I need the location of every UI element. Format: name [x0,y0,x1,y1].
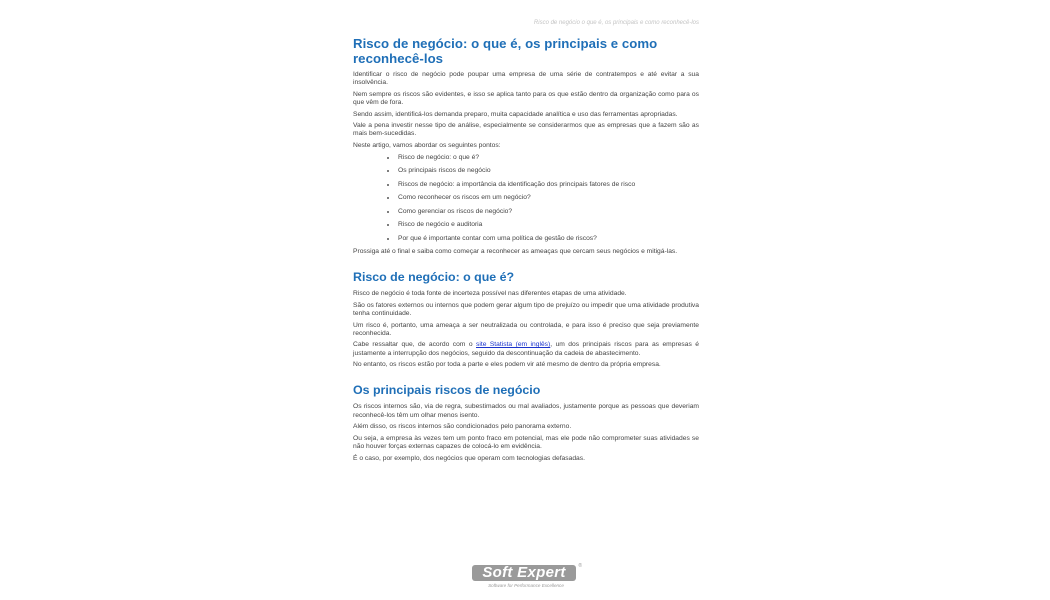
intro-paragraph: Neste artigo, vamos abordar os seguintes pontos: [353,141,501,149]
running-header: Risco de negócio o que é, os principais e como reconhecê-los [533,20,699,26]
section-paragraph: É o caso, por exemplo, dos negócios que operam com tecnologias defasadas. [353,454,585,462]
section-paragraph: Risco de negócio é toda fonte de incerteza possível nas diferentes etapas de uma atividade. [353,290,627,298]
article-body [353,36,699,466]
section-paragraph [353,341,699,357]
section-paragraph: No entanto, os riscos estão por toda a parte e eles podem vir até mesmo de dentro da própria empresa. [353,361,661,369]
intro-closing-paragraph: Prossiga até o final e saiba como começar a reconhecer as ameaças que cercam seus negócios e mitigá-las. [353,248,678,256]
intro-paragraph: Nem sempre os riscos são evidentes, e isso se aplica tanto para os que estão dentro da organização como para os que vêm de fora. [353,90,699,106]
section-paragraph: Os riscos internos são, via de regra, subestimados ou mal avaliados, justamente porque as pessoas que deveriam reconhecê-los têm um olhar menos isento. [353,403,699,419]
topics-list-item: Riscos de negócio: a importância da identificação dos principais fatores de risco [387,181,699,189]
logo-wordmark: Soft Expert [472,565,576,581]
paragraph-text: Cabe ressaltar que, de acordo com o [353,341,476,349]
statista-link[interactable]: site Statista (em inglês) [476,341,551,349]
logo-tagline: Software for Performance Excellence [488,583,564,588]
topics-list-item: Por que é importante contar com uma política de gestão de riscos? [387,235,699,243]
intro-paragraph: Vale a pena investir nesse tipo de análise, especialmente se considerarmos que as empresas que a fazem são as mais bem-sucedidas. [353,122,699,138]
section-paragraph: Ou seja, a empresa às vezes tem um ponto fraco em potencial, mas ele pode não comprometer suas atividades se não houver forças externas capazes de colocá-lo em evidência. [353,434,699,451]
softexpert-logo [470,565,582,595]
topics-list-item: Os principais riscos de negócio [387,167,699,175]
topics-list [353,154,699,243]
registered-mark: ® [578,563,582,569]
section-heading: Risco de negócio: o que é? [353,270,515,285]
topics-list-item: Como reconhecer os riscos em um negócio? [387,194,699,202]
article-title: Risco de negócio: o que é, os principais e como reconhecê-los [353,36,658,66]
paragraph-text: , um dos principais riscos para as empresas é justamente a interrupção dos negócios, seguido da descontinuação da cadeia de abastecimento. [353,341,699,357]
topics-list-item: Como gerenciar os riscos de negócio? [387,208,699,216]
section-paragraph: Além disso, os riscos internos são condicionados pelo panorama externo. [353,423,572,431]
intro-paragraph: Sendo assim, identificá-los demanda preparo, muita capacidade analítica e uso das ferramentas apropriadas. [353,110,678,118]
section-paragraph: São os fatores externos ou internos que podem gerar algum tipo de prejuízo ou impedir que uma atividade produtiva tenha continuidade. [353,301,699,318]
section-what-is [353,270,699,369]
section-main-risks [353,383,699,462]
topics-list-item: Risco de negócio e auditoria [387,221,699,229]
intro-paragraph: Identificar o risco de negócio pode poupar uma empresa de uma série de contratempos e até evitar a sua insolvência. [353,71,699,87]
section-paragraph: Um risco é, portanto, uma ameaça a ser neutralizada ou controlada, e para isso é preciso que seja previamente reconhecida. [353,321,699,337]
section-heading: Os principais riscos de negócio [353,383,541,398]
topics-list-item: Risco de negócio: o que é? [387,154,699,162]
document-page [353,0,699,600]
